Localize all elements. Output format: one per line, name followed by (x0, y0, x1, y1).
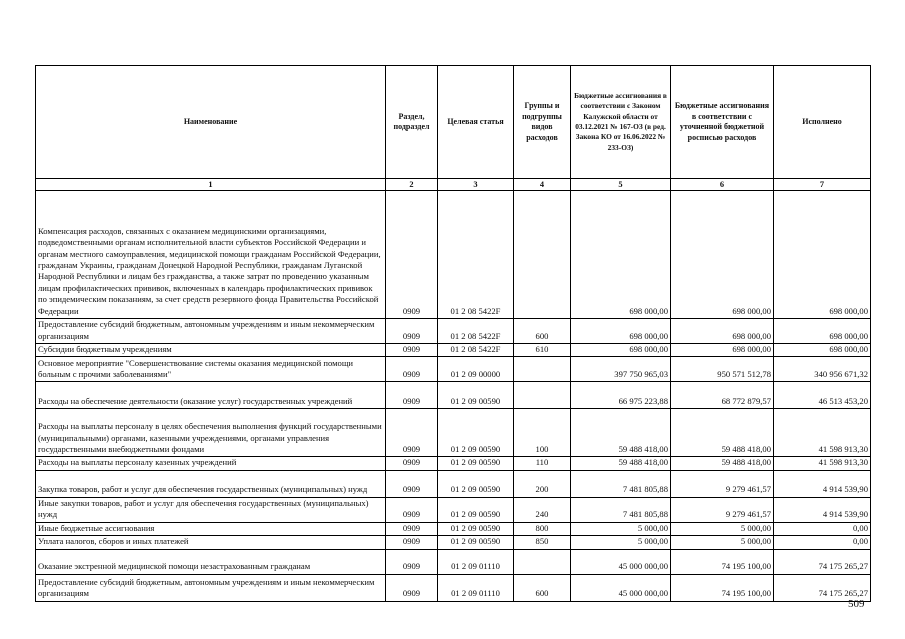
column-number: 4 (514, 179, 571, 191)
cell-section: 0909 (386, 409, 438, 457)
table-row (36, 409, 871, 457)
cell-executed: 4 914 539,90 (774, 470, 871, 497)
cell-expense-group: 240 (514, 497, 571, 522)
cell-executed: 698 000,00 (774, 319, 871, 344)
cell-target-article: 01 2 09 00000 (438, 357, 514, 382)
cell-executed: 0,00 (774, 536, 871, 549)
cell-budget-law: 397 750 965,03 (571, 357, 671, 382)
cell-name: Уплата налогов, сборов и иных платежей (36, 536, 386, 549)
cell-budget-law: 5 000,00 (571, 522, 671, 535)
cell-budget-refined: 74 195 100,00 (671, 549, 774, 574)
table-row (36, 497, 871, 522)
cell-section: 0909 (386, 574, 438, 601)
column-number: 6 (671, 179, 774, 191)
header-expense-group: Группы и подгруппы видов расходов (514, 66, 571, 179)
cell-target-article: 01 2 09 00590 (438, 457, 514, 470)
cell-section: 0909 (386, 470, 438, 497)
cell-target-article: 01 2 09 00590 (438, 382, 514, 409)
cell-budget-refined: 698 000,00 (671, 344, 774, 357)
cell-name: Иные закупки товаров, работ и услуг для обеспечения государственных (муниципальных) нужд (36, 497, 386, 522)
page-number: 509 (848, 598, 865, 610)
cell-expense-group: 600 (514, 319, 571, 344)
cell-target-article: 01 2 09 00590 (438, 497, 514, 522)
column-number: 7 (774, 179, 871, 191)
table-row (36, 536, 871, 549)
cell-section: 0909 (386, 191, 438, 319)
cell-budget-law: 7 481 805,88 (571, 470, 671, 497)
cell-name: Закупка товаров, работ и услуг для обеспечения государственных (муниципальных) нужд (36, 470, 386, 497)
cell-executed: 41 598 913,30 (774, 457, 871, 470)
cell-expense-group: 850 (514, 536, 571, 549)
cell-executed: 4 914 539,90 (774, 497, 871, 522)
cell-executed: 41 598 913,30 (774, 409, 871, 457)
cell-target-article: 01 2 09 01110 (438, 549, 514, 574)
cell-section: 0909 (386, 497, 438, 522)
table-body (36, 191, 871, 602)
cell-target-article: 01 2 09 01110 (438, 574, 514, 601)
column-number: 2 (386, 179, 438, 191)
cell-budget-refined: 698 000,00 (671, 319, 774, 344)
table-row (36, 357, 871, 382)
cell-expense-group: 610 (514, 344, 571, 357)
table-row (36, 549, 871, 574)
cell-expense-group (514, 382, 571, 409)
budget-table (35, 65, 871, 602)
cell-expense-group: 100 (514, 409, 571, 457)
cell-budget-law: 45 000 000,00 (571, 549, 671, 574)
cell-name: Оказание экстренной медицинской помощи незастрахованным гражданам (36, 549, 386, 574)
cell-budget-law: 698 000,00 (571, 344, 671, 357)
cell-budget-refined: 59 488 418,00 (671, 457, 774, 470)
cell-budget-law: 5 000,00 (571, 536, 671, 549)
cell-name: Расходы на выплаты персоналу казенных учреждений (36, 457, 386, 470)
table-row (36, 319, 871, 344)
cell-budget-refined: 698 000,00 (671, 191, 774, 319)
cell-name: Предоставление субсидий бюджетным, автономным учреждениям и иным некоммерческим организациям (36, 574, 386, 601)
cell-name: Расходы на выплаты персоналу в целях обеспечения выполнения функций государственными (муниципальными) органами, казенными учреждениями, органами управления государственными внебюджетными фондами (36, 409, 386, 457)
cell-target-article: 01 2 09 00590 (438, 409, 514, 457)
cell-budget-refined: 9 279 461,57 (671, 497, 774, 522)
cell-expense-group: 600 (514, 574, 571, 601)
cell-expense-group: 800 (514, 522, 571, 535)
cell-name: Расходы на обеспечение деятельности (оказание услуг) государственных учреждений (36, 382, 386, 409)
header-budget-refined: Бюджетные ассигнования в соответствии с уточненной бюджетной росписью расходов (671, 66, 774, 179)
cell-executed: 698 000,00 (774, 344, 871, 357)
column-number: 3 (438, 179, 514, 191)
cell-budget-law: 698 000,00 (571, 319, 671, 344)
cell-executed: 340 956 671,32 (774, 357, 871, 382)
table-row (36, 382, 871, 409)
cell-budget-law: 45 000 000,00 (571, 574, 671, 601)
header-budget-law: Бюджетные ассигнования в соответствии с Законом Калужской области от 03.12.2021 № 167-ОЗ (в ред. Закона КО от 16.06.2022 № 233-ОЗ) (571, 66, 671, 179)
cell-target-article: 01 2 08 5422F (438, 344, 514, 357)
cell-expense-group (514, 191, 571, 319)
header-name: Наименование (36, 66, 386, 179)
cell-executed: 74 175 265,27 (774, 574, 871, 601)
cell-executed: 74 175 265,27 (774, 549, 871, 574)
table-row (36, 457, 871, 470)
cell-budget-refined: 5 000,00 (671, 536, 774, 549)
cell-expense-group: 200 (514, 470, 571, 497)
cell-executed: 698 000,00 (774, 191, 871, 319)
cell-target-article: 01 2 09 00590 (438, 470, 514, 497)
cell-name: Основное мероприятие "Совершенствование системы оказания медицинской помощи больным с прочими заболеваниями" (36, 357, 386, 382)
cell-budget-law: 59 488 418,00 (571, 409, 671, 457)
table-row (36, 344, 871, 357)
header-row (36, 66, 871, 179)
cell-budget-refined: 74 195 100,00 (671, 574, 774, 601)
column-number: 1 (36, 179, 386, 191)
cell-target-article: 01 2 09 00590 (438, 536, 514, 549)
cell-name: Предоставление субсидий бюджетным, автономным учреждениям и иным некоммерческим организациям (36, 319, 386, 344)
cell-target-article: 01 2 09 00590 (438, 522, 514, 535)
cell-expense-group (514, 549, 571, 574)
cell-expense-group: 110 (514, 457, 571, 470)
cell-name: Иные бюджетные ассигнования (36, 522, 386, 535)
cell-budget-refined: 950 571 512,78 (671, 357, 774, 382)
table-row (36, 522, 871, 535)
cell-expense-group (514, 357, 571, 382)
cell-budget-law: 59 488 418,00 (571, 457, 671, 470)
table-row (36, 191, 871, 319)
table-row (36, 470, 871, 497)
header-section: Раздел, подраздел (386, 66, 438, 179)
cell-budget-law: 698 000,00 (571, 191, 671, 319)
cell-section: 0909 (386, 549, 438, 574)
cell-budget-refined: 5 000,00 (671, 522, 774, 535)
cell-executed: 46 513 453,20 (774, 382, 871, 409)
cell-section: 0909 (386, 319, 438, 344)
cell-budget-law: 7 481 805,88 (571, 497, 671, 522)
cell-name: Компенсация расходов, связанных с оказанием медицинскими организациями, подведомственными органам исполнительной власти субъектов Российской Федерации и органам местного самоуправления, медицинской помощи гражданам Российской Федерации, гражданам Украины, гражданам Донецкой Народной Республики, гражданам Луганской Народной Республики и лицам без гражданства, а также затрат по проведению указанным лицам профилактических прививок, включенных в календарь профилактических прививок по эпидемическим показаниям, за счет средств резервного фонда Правительства Российской Федерации (36, 191, 386, 319)
cell-section: 0909 (386, 357, 438, 382)
column-number: 5 (571, 179, 671, 191)
header-target-article: Целевая статья (438, 66, 514, 179)
cell-budget-law: 66 975 223,88 (571, 382, 671, 409)
cell-section: 0909 (386, 522, 438, 535)
header-executed: Исполнено (774, 66, 871, 179)
table-header (36, 66, 871, 191)
cell-target-article: 01 2 08 5422F (438, 191, 514, 319)
cell-budget-refined: 9 279 461,57 (671, 470, 774, 497)
cell-name: Субсидии бюджетным учреждениям (36, 344, 386, 357)
cell-section: 0909 (386, 536, 438, 549)
cell-executed: 0,00 (774, 522, 871, 535)
cell-section: 0909 (386, 382, 438, 409)
cell-budget-refined: 68 772 879,57 (671, 382, 774, 409)
cell-budget-refined: 59 488 418,00 (671, 409, 774, 457)
column-number-row (36, 179, 871, 191)
cell-target-article: 01 2 08 5422F (438, 319, 514, 344)
table-row (36, 574, 871, 601)
cell-section: 0909 (386, 344, 438, 357)
cell-section: 0909 (386, 457, 438, 470)
